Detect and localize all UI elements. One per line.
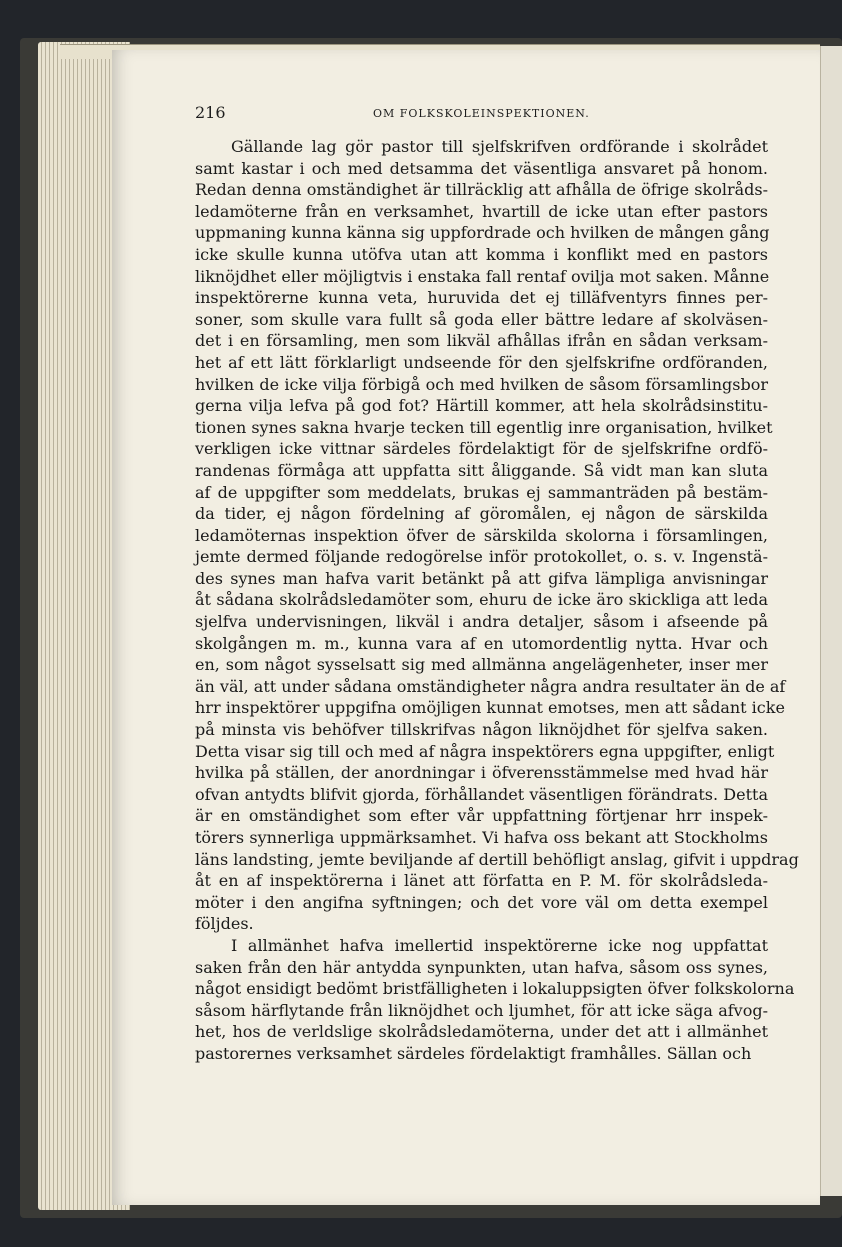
text-line: liknöjdhet eller möjligtvis i enstaka fall rentaf ovilja mot saken. Månne [195, 266, 770, 286]
text-line: inspektörerne kunna veta, huruvida det ej tilläfventyrs finnes per- [195, 288, 768, 308]
text-line: en, som något sysselsatt sig med allmänna angelägenheter, inser mer [195, 655, 768, 675]
text-line: på minsta vis behöfver tillskrifvas någon liknöjdhet för sjelfva saken. [195, 720, 768, 740]
text-line: Detta visar sig till och med af några inspektörers egna uppgifter, enligt [195, 741, 775, 761]
text-line: det i en församling, men som likväl afhållas ifrån en sådan verksam- [195, 331, 768, 351]
text-line: såsom härflytande från liknöjdhet och ljumhet, för att icke säga afvog- [195, 1000, 768, 1020]
text-line: läns landsting, jemte beviljande af dertill behöfligt anslag, gifvit i uppdrag [195, 849, 799, 869]
text-line: åt sådana skolrådsledamöter som, ehuru de icke äro skickliga att leda [195, 590, 768, 610]
text-line: af de uppgifter som meddelats, brukas ej sammanträden på bestäm- [195, 482, 768, 502]
text-line: törers synnerliga uppmärksamhet. Vi hafva oss bekant att Stockholms [195, 828, 768, 847]
text-line: tionen synes sakna hvarje tecken till egentlig inre organisation, hvilket [195, 417, 773, 437]
text-line: är en omständighet som efter vår uppfattning förtjenar hrr inspek- [195, 806, 768, 826]
text-line: da tider, ej någon fördelning af göromålen, ej någon de särskilda [195, 504, 768, 524]
text-line: Redan denna omständighet är tillräcklig att afhålla de öfrige skolråds- [195, 180, 768, 200]
text-line: gerna vilja lefva på god fot? Härtill kommer, att hela skolrådsinstitu- [195, 396, 768, 416]
text-line: ofvan antydts blifvit gjorda, förhållandet väsentligen förändrats. Detta [195, 784, 768, 804]
text-line: icke skulle kunna utöfva utan att komma i konflikt med en pastors [195, 244, 768, 264]
text-line: verkligen icke vittnar särdeles fördelaktigt för de sjelfskrifne ordfö- [195, 439, 768, 459]
page-number: 216 [195, 103, 226, 122]
text-line: sjelfva undervisningen, likväl i andra detaljer, såsom i afseende på [195, 612, 768, 632]
facing-page-edge [820, 46, 842, 1196]
text-line: skolgången m. m., kunna vara af en utomordentlig nytta. Hvar och [195, 633, 768, 653]
text-line: hrr inspektörer uppgifna omöjligen kunnat emotses, men att sådant icke [195, 698, 785, 718]
text-line: randenas förmåga att uppfatta sitt åliggande. Så vidt man kan sluta [195, 460, 768, 480]
text-line: soner, som skulle vara fullt så goda eller bättre ledare af skolväsen- [195, 309, 768, 329]
text-line: uppmaning kunna känna sig uppfordrade och hvilken de mången gång [195, 223, 770, 243]
text-line: samt kastar i och med detsamma det väsentliga ansvaret på honom. [195, 158, 768, 178]
text-line: pastorernes verksamhet särdeles fördelaktigt framhålles. Sällan och [195, 1043, 752, 1063]
text-line: hvilken de icke vilja förbigå och med hvilken de såsom församlingsbor [195, 374, 768, 394]
text-line: Gällande lag gör pastor till sjelfskrifven ordförande i skolrådet [231, 137, 768, 156]
text-line: het af ett lätt förklarligt undseende för den sjelfskrifne ordföranden, [195, 352, 768, 372]
text-line: jemte dermed följande redogörelse inför protokollet, o. s. v. Ingenstä- [195, 547, 768, 567]
text-line: hvilka på ställen, der anordningar i öfverensstämmelse med hvad här [195, 763, 768, 783]
text-line: åt en af inspektörerna i länet att författa en P. M. för skolrådsleda- [195, 871, 768, 891]
text-line: ledamöterne från en verksamhet, hvartill de icke utan efter pastors [195, 201, 768, 221]
text-line: I allmänhet hafva imellertid inspektörerne icke nog uppfattat [231, 935, 768, 955]
text-line: het, hos de verldslige skolrådsledamöterna, under det att i allmänhet [195, 1022, 768, 1042]
body-text [195, 136, 799, 1065]
text-line: ledamöternas inspektion öfver de särskilda skolorna i församlingen, [195, 525, 768, 545]
page-header [195, 103, 795, 127]
text-line: något ensidigt bedömt bristfälligheten i lokaluppsigten öfver folkskolorna [195, 979, 795, 999]
text-line: än väl, att under sådana omständigheter några andra resultater än de af [195, 676, 786, 696]
text-line: saken från den här antydda synpunkten, utan hafva, såsom oss synes, [195, 957, 768, 977]
running-title: OM FOLKSKOLEINSPEKTIONEN. [373, 107, 590, 120]
text-line: des synes man hafva varit betänkt på att gifva lämpliga anvisningar [195, 568, 768, 588]
text-line: möter i den angifna syftningen; och det vore väl om detta exempel [195, 892, 768, 912]
text-line: följdes. [195, 914, 254, 934]
